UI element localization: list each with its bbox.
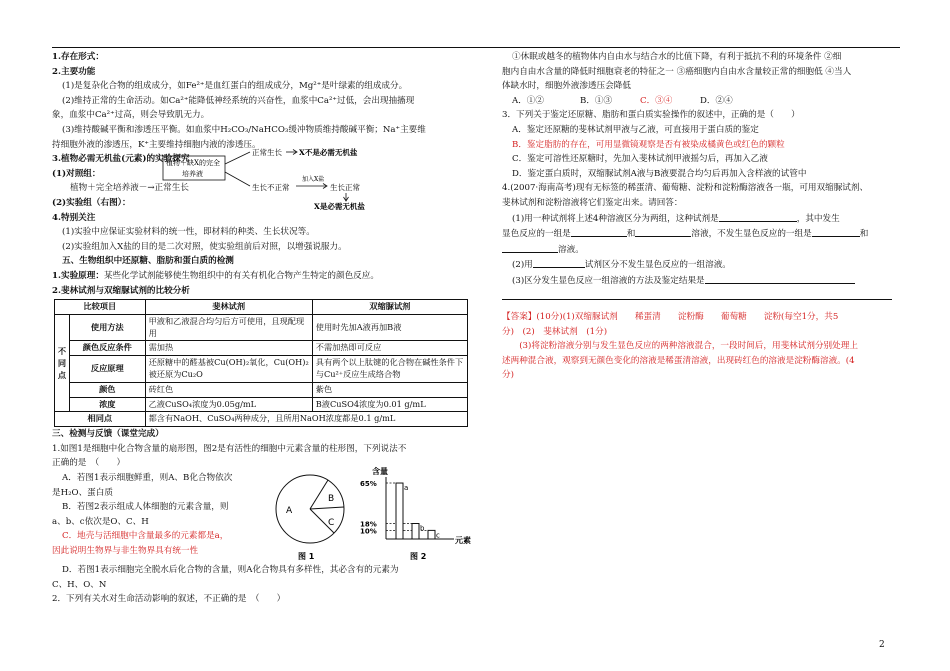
diagram-add-salt: 加入X盐 xyxy=(302,176,325,183)
principle xyxy=(52,269,470,284)
function-2a: (2)维持正常的生命活动。如Ca²⁺能降低神经系统的兴奋性，血浆中Ca²⁺过低，会出现抽搐现 xyxy=(62,95,415,106)
q3-stem: 3．下列关于鉴定还原糖、脂肪和蛋白质实验操作的叙述中，正确的是（ ） xyxy=(502,110,800,121)
function-1: (1)是复杂化合物的组成成分，如Fe²⁺是血红蛋白的组成成分，Mg²⁺是叶绿素的组成成分。 xyxy=(62,81,408,92)
section-notes: 4.特别关注 xyxy=(52,212,96,223)
q1-option-a1: A．若图1表示细胞鲜重，则A、B化合物依次 xyxy=(62,473,233,484)
figure-2-label: 图 2 xyxy=(410,552,427,562)
diagram-result-not-needed: X不是必需无机盐 xyxy=(299,148,358,157)
row-item: 颜色 xyxy=(69,382,145,397)
blank-line xyxy=(705,273,855,284)
answer-line-5: 分) xyxy=(502,370,514,381)
table-header: 比较项目 xyxy=(55,300,146,315)
q3-option-d: D．鉴定蛋白质时，双缩脲试剂A液与B液要混合均匀后再加入含样液的试管中 xyxy=(512,168,807,179)
fehling-cell: 需加热 xyxy=(145,341,312,356)
q2-statement-b: 胞内自由水含量的降低时细胞衰老的特征之一 ③癌细胞内自由水含量较正常的细胞低 ④当人 xyxy=(502,66,852,77)
q2-stem: 2．下列有关水对生命活动影响的叙述，不正确的是 （ ） xyxy=(52,594,286,605)
section-detection: 五、生物组织中还原糖、脂肪和蛋白质的检测 xyxy=(62,256,234,267)
answer-line-1: 【答案】(10分)(1)双缩脲试剂 稀蛋清 淀粉酶 葡萄糖 淀粉(每空1分，共5 xyxy=(502,312,839,323)
principle-label: 1.实验原理： xyxy=(52,270,104,281)
header-rule xyxy=(52,47,900,48)
q3-option-b: B．鉴定脂肪的存在，可用显微镜观察是否有被染成橘黄色或红色的颗粒 xyxy=(512,139,785,150)
control-group: (1)对照组： xyxy=(52,168,101,179)
blank-line xyxy=(502,242,558,253)
q1-option-b1: B．若图2表示组成人体细胞的元素含量，则 xyxy=(62,502,229,513)
control-group-detail: 植物＋完全培养液－→正常生长 xyxy=(70,183,189,194)
blank-line xyxy=(812,226,860,237)
q1-option-c1: C．地壳与活细胞中含量最多的元素都是a， xyxy=(62,531,229,542)
diagram-normal: 正常生长 xyxy=(252,148,282,157)
bar-label-b: b xyxy=(420,524,425,533)
q4-part1-line2: 显色反应的一组是 和 溶液，不发生显色反应的一组是 和 xyxy=(502,226,900,242)
fehling-cell: 还原糖中的醛基被Cu(OH)₂氧化，Cu(OH)₂被还原为Cu₂O xyxy=(145,356,312,383)
table-row xyxy=(55,382,468,397)
answer-line-3: (3)将淀粉溶液分别与发生显色反应的两种溶液混合，一段时间后，用斐林试剂分别处理上 xyxy=(502,341,858,352)
left-column xyxy=(52,50,470,607)
pie-label-a: A xyxy=(286,506,293,517)
table-row xyxy=(55,341,468,356)
q3-option-a: A．鉴定还原糖的斐林试剂甲液与乙液，可直接用于蛋白质的鉴定 xyxy=(512,124,759,135)
blank-line xyxy=(502,289,892,300)
diagram-normal-2: 生长正常 xyxy=(330,183,360,192)
note-2: (2)实验组加入X盐的目的是二次对照，使实验组前后对照，以增强说服力。 xyxy=(62,241,347,252)
table-header: 双缩脲试剂 xyxy=(312,300,467,315)
principle-text: 某些化学试剂能够使生物组织中的有关有机化合物产生特定的颜色反应。 xyxy=(103,270,379,281)
table-header-row xyxy=(55,300,468,315)
table-header: 斐林试剂 xyxy=(145,300,312,315)
table-row xyxy=(55,397,468,412)
bar-tick-label: 10% xyxy=(360,527,377,536)
section-feedback: 三、检测与反馈（课堂完成） xyxy=(52,429,164,440)
blank-line xyxy=(719,211,797,222)
page-number: 2 xyxy=(879,640,885,650)
fehling-cell: 甲液和乙液混合均匀后方可使用，且现配现用 xyxy=(145,314,312,341)
q4-stem-a: 4.(2007·海南高考)现有无标签的稀蛋清、葡萄糖、淀粉和淀粉酶溶液各一瓶，可用双缩脲试剂、 xyxy=(502,183,869,194)
blank-line xyxy=(571,226,627,237)
figure-1-pie xyxy=(270,471,360,561)
difference-label: 不 同 点 xyxy=(55,314,70,412)
pie-label-b: B xyxy=(328,494,335,505)
bar-label-c: c xyxy=(436,531,440,540)
q2-option-c: C．③④ xyxy=(640,95,673,106)
q4-part2: (2)用 试剂区分不发生显色反应的一组溶液。 xyxy=(502,257,900,273)
q3-option-c: C．鉴定可溶性还原糖时，先加入斐林试剂甲液摇匀后，再加入乙液 xyxy=(512,154,768,165)
fehling-cell: 砖红色 xyxy=(145,382,312,397)
biuret-cell: 使用时先加A液再加B液 xyxy=(312,314,467,341)
row-item: 相同点 xyxy=(55,412,146,427)
table-row xyxy=(55,412,468,427)
blank-line xyxy=(635,226,691,237)
q1-option-b2: a、b、c依次是O、C、H xyxy=(52,516,149,527)
fehling-cell: 乙液CuSO₄浓度为0.05g/mL xyxy=(145,397,312,412)
answer-line-4: 述两种混合液，观察到无颜色变化的溶液是稀蛋清溶液，出现砖红色的溶液是淀粉酶溶液。(4 xyxy=(502,355,855,366)
row-item: 反应原理 xyxy=(69,356,145,383)
q1-option-a2: 是H₂O、蛋白质 xyxy=(52,487,113,498)
experiment-group: (2)实验组（右图）： xyxy=(52,197,131,208)
row-item: 使用方法 xyxy=(69,314,145,341)
q4-answer-line xyxy=(502,289,900,305)
q4-stem-b: 斐林试剂和淀粉溶液将它们鉴定出来。请回答： xyxy=(502,197,683,208)
q1-option-d2: C、H、O、N xyxy=(52,579,107,590)
section-functions: 2.主要功能 xyxy=(52,66,96,77)
bar-tick-label: 65% xyxy=(360,480,377,489)
section-existence: 1.存在形式： xyxy=(52,52,104,62)
q4-part1-line1: (1)用一种试剂将上述4种溶液区分为两组，这种试剂是 ，其中发生 xyxy=(502,211,900,227)
diagram-left-line1: 植物＋缺X的完全 xyxy=(166,159,220,167)
comparison-title: 2.斐林试剂与双缩脲试剂的比较分析 xyxy=(52,285,190,296)
q2-statement-a: ①休眠或越冬的植物体内自由水与结合水的比值下降，有利于抵抗不利的环境条件 ②细 xyxy=(512,52,842,62)
bar-y-title: 含量 xyxy=(372,467,388,477)
q1-stem-b: 正确的是 （ ） xyxy=(52,458,126,469)
figure-2-bar-chart xyxy=(358,465,476,563)
function-2b: 象，血浆中Ca²⁺过高，则会导致肌无力。 xyxy=(52,110,210,121)
pie-label-c: C xyxy=(328,518,335,529)
biuret-cell: 不需加热即可反应 xyxy=(312,341,467,356)
function-3b: 持细胞外液的渗透压，K⁺主要维持细胞内液的渗透压。 xyxy=(52,139,261,150)
q4-part1-line3: 溶液。 xyxy=(502,242,900,258)
bar-c xyxy=(428,530,435,539)
figure-1-label: 图 1 xyxy=(298,552,315,562)
q1-option-c2: 因此说明生物界与非生物界具有统一性 xyxy=(52,546,199,557)
blank-line xyxy=(533,257,585,268)
row-item: 浓度 xyxy=(69,397,145,412)
table-row xyxy=(55,356,468,383)
note-1: (1)实验中应保证实验材料的统一性，即材料的种类、生长状况等。 xyxy=(62,227,315,238)
q1-option-d1: D．若图1表示细胞完全脱水后化合物的含量，则A化合物具有多样性，其必含有的元素为 xyxy=(62,565,399,576)
q1-figure-area xyxy=(52,467,471,563)
bar-a xyxy=(396,483,403,539)
common-cell: 都含有NaOH、CuSO₄两种成分，且所用NaOH浓度都是0.1 g/mL xyxy=(145,412,467,427)
bar-label-a: a xyxy=(404,484,409,493)
row-item: 颜色反应条件 xyxy=(69,341,145,356)
q2-options xyxy=(502,94,900,109)
biuret-cell: 具有两个以上肽键的化合物在碱性条件下与Cu²⁺反应生成络合物 xyxy=(312,356,467,383)
diagram-abnormal: 生长不正常 xyxy=(252,183,290,192)
bar-b xyxy=(412,524,419,540)
bar-x-title: 元素 xyxy=(455,536,471,546)
q4-part3: (3)区分发生显色反应一组溶液的方法及鉴定结果是 xyxy=(502,273,900,289)
q2-option-b: B．①③ xyxy=(580,95,613,106)
biuret-cell: B液CuSO4浓度为0.01 g/mL xyxy=(312,397,467,412)
diagram-left-line2: 培养液 xyxy=(182,170,203,178)
function-3a: (3)维持酸碱平衡和渗透压平衡。如血浆中H₂CO₃/NaHCO₃缓冲物质维持酸碱平衡；Na⁺主要维 xyxy=(62,124,426,135)
experiment-diagram xyxy=(162,148,412,210)
q2-option-a: A．①② xyxy=(512,95,544,106)
biuret-cell: 紫色 xyxy=(312,382,467,397)
table-row xyxy=(55,314,468,341)
comparison-table xyxy=(54,299,468,427)
diagram-result-needed: X是必需无机盐 xyxy=(314,202,365,210)
q2-option-d: D．②④ xyxy=(700,95,733,106)
answer-line-2: 分) (2) 斐林试剂 (1分) xyxy=(502,326,608,337)
section-experiment: 3.植物必需无机盐(元素)的实验探究 xyxy=(52,154,190,165)
q2-statement-c: 体缺水时，细胞外液渗透压会降低 xyxy=(502,81,631,92)
bar-tick-label: 18% xyxy=(360,520,377,529)
q1-stem-a: 1.如图1是细胞中化合物含量的扇形图，图2是有活性的细胞中元素含量的柱形图，下列说法不 xyxy=(52,443,407,454)
right-column xyxy=(502,50,900,383)
